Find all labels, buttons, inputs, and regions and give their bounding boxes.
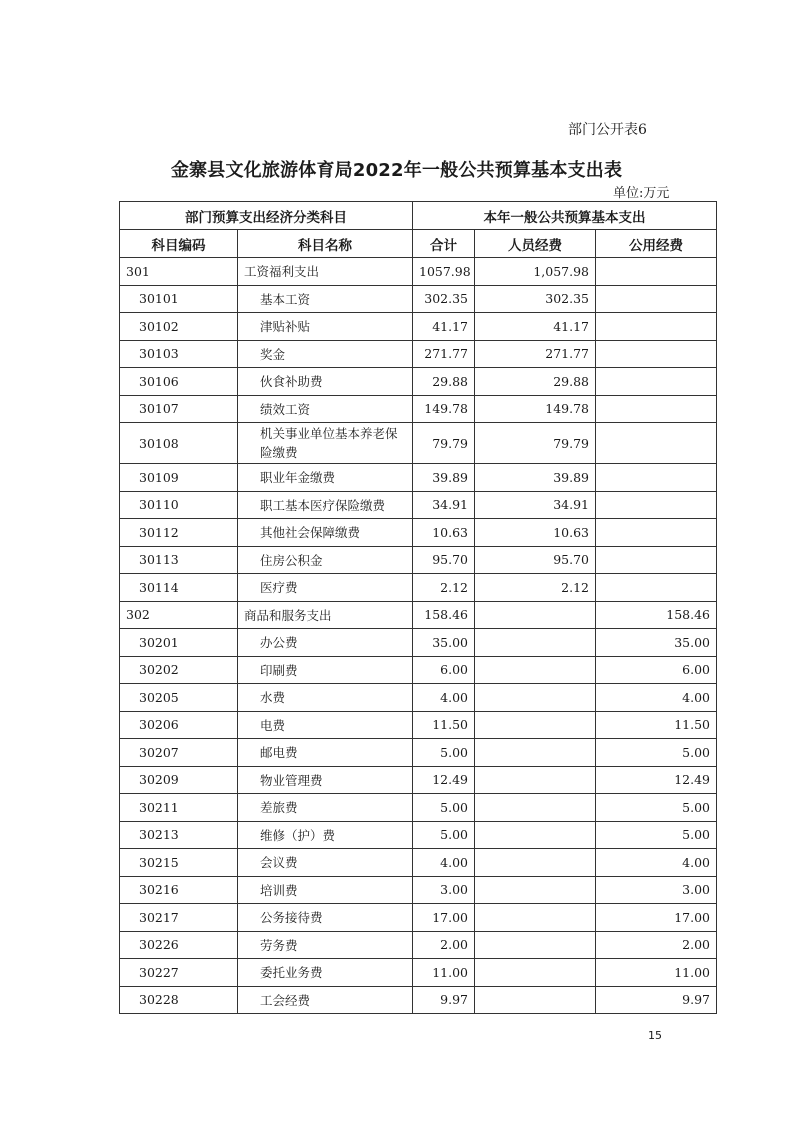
cell-code: 30113 bbox=[120, 546, 238, 574]
cell-name: 物业管理费 bbox=[238, 766, 413, 794]
cell-code: 30217 bbox=[120, 904, 238, 932]
cell-personnel bbox=[475, 739, 596, 767]
cell-name: 差旅费 bbox=[238, 794, 413, 822]
cell-name: 奖金 bbox=[238, 340, 413, 368]
cell-personnel: 39.89 bbox=[475, 464, 596, 492]
cell-name: 伙食补助费 bbox=[238, 368, 413, 396]
cell-public: 17.00 bbox=[596, 904, 717, 932]
group-header-classification: 部门预算支出经济分类科目 bbox=[120, 202, 413, 230]
table-row bbox=[120, 684, 717, 712]
cell-total: 5.00 bbox=[413, 794, 475, 822]
cell-total: 11.00 bbox=[413, 959, 475, 987]
table-row bbox=[120, 959, 717, 987]
cell-total: 2.12 bbox=[413, 574, 475, 602]
cell-total: 302.35 bbox=[413, 285, 475, 313]
table-row bbox=[120, 258, 717, 286]
table-row bbox=[120, 423, 717, 464]
table-row bbox=[120, 546, 717, 574]
column-header-name: 科目名称 bbox=[238, 230, 413, 258]
table-row bbox=[120, 574, 717, 602]
document-title: 金寨县文化旅游体育局2022年一般公共预算基本支出表 bbox=[170, 160, 623, 181]
table-row bbox=[120, 931, 717, 959]
table-row bbox=[120, 876, 717, 904]
cell-name: 会议费 bbox=[238, 849, 413, 877]
cell-public: 6.00 bbox=[596, 656, 717, 684]
cell-total: 79.79 bbox=[413, 423, 475, 464]
cell-name: 电费 bbox=[238, 711, 413, 739]
cell-public bbox=[596, 546, 717, 574]
cell-public bbox=[596, 258, 717, 286]
cell-code: 30228 bbox=[120, 986, 238, 1014]
cell-total: 17.00 bbox=[413, 904, 475, 932]
cell-code: 302 bbox=[120, 601, 238, 629]
cell-total: 39.89 bbox=[413, 464, 475, 492]
cell-public: 2.00 bbox=[596, 931, 717, 959]
table-row bbox=[120, 395, 717, 423]
table-row bbox=[120, 313, 717, 341]
table-row bbox=[120, 491, 717, 519]
cell-personnel bbox=[475, 601, 596, 629]
cell-personnel bbox=[475, 794, 596, 822]
cell-code: 30114 bbox=[120, 574, 238, 602]
cell-public bbox=[596, 423, 717, 464]
cell-name: 医疗费 bbox=[238, 574, 413, 602]
cell-code: 30112 bbox=[120, 519, 238, 547]
cell-personnel bbox=[475, 684, 596, 712]
table-row bbox=[120, 904, 717, 932]
cell-total: 3.00 bbox=[413, 876, 475, 904]
cell-public bbox=[596, 285, 717, 313]
table-row bbox=[120, 519, 717, 547]
cell-total: 41.17 bbox=[413, 313, 475, 341]
cell-public bbox=[596, 313, 717, 341]
cell-total: 29.88 bbox=[413, 368, 475, 396]
cell-code: 30211 bbox=[120, 794, 238, 822]
table-column-header-row bbox=[120, 230, 717, 258]
cell-total: 271.77 bbox=[413, 340, 475, 368]
cell-code: 30102 bbox=[120, 313, 238, 341]
cell-name: 工资福利支出 bbox=[238, 258, 413, 286]
cell-name: 公务接待费 bbox=[238, 904, 413, 932]
cell-code: 30110 bbox=[120, 491, 238, 519]
cell-total: 149.78 bbox=[413, 395, 475, 423]
cell-code: 30108 bbox=[120, 423, 238, 464]
unit-label: 单位:万元 bbox=[613, 186, 670, 201]
cell-name: 水费 bbox=[238, 684, 413, 712]
cell-code: 30207 bbox=[120, 739, 238, 767]
cell-personnel: 302.35 bbox=[475, 285, 596, 313]
cell-code: 30201 bbox=[120, 629, 238, 657]
cell-name: 劳务费 bbox=[238, 931, 413, 959]
cell-personnel: 1,057.98 bbox=[475, 258, 596, 286]
cell-name: 其他社会保障缴费 bbox=[238, 519, 413, 547]
cell-total: 158.46 bbox=[413, 601, 475, 629]
cell-name: 邮电费 bbox=[238, 739, 413, 767]
budget-table bbox=[119, 201, 717, 1014]
cell-public: 5.00 bbox=[596, 739, 717, 767]
cell-name: 委托业务费 bbox=[238, 959, 413, 987]
cell-code: 30202 bbox=[120, 656, 238, 684]
cell-code: 30109 bbox=[120, 464, 238, 492]
cell-personnel: 95.70 bbox=[475, 546, 596, 574]
cell-name: 培训费 bbox=[238, 876, 413, 904]
cell-personnel bbox=[475, 849, 596, 877]
table-row bbox=[120, 601, 717, 629]
table-row bbox=[120, 821, 717, 849]
cell-name: 职工基本医疗保险缴费 bbox=[238, 491, 413, 519]
cell-public: 4.00 bbox=[596, 684, 717, 712]
cell-name: 住房公积金 bbox=[238, 546, 413, 574]
cell-total: 5.00 bbox=[413, 821, 475, 849]
cell-total: 4.00 bbox=[413, 684, 475, 712]
cell-personnel bbox=[475, 986, 596, 1014]
cell-code: 30107 bbox=[120, 395, 238, 423]
cell-personnel: 10.63 bbox=[475, 519, 596, 547]
cell-public: 4.00 bbox=[596, 849, 717, 877]
cell-personnel: 34.91 bbox=[475, 491, 596, 519]
cell-public: 3.00 bbox=[596, 876, 717, 904]
cell-personnel bbox=[475, 959, 596, 987]
cell-total: 34.91 bbox=[413, 491, 475, 519]
cell-public: 12.49 bbox=[596, 766, 717, 794]
cell-total: 9.97 bbox=[413, 986, 475, 1014]
cell-code: 30213 bbox=[120, 821, 238, 849]
cell-name: 办公费 bbox=[238, 629, 413, 657]
cell-public bbox=[596, 519, 717, 547]
table-row bbox=[120, 794, 717, 822]
cell-public: 5.00 bbox=[596, 794, 717, 822]
cell-public: 35.00 bbox=[596, 629, 717, 657]
cell-personnel: 79.79 bbox=[475, 423, 596, 464]
cell-personnel bbox=[475, 931, 596, 959]
cell-public: 9.97 bbox=[596, 986, 717, 1014]
table-row bbox=[120, 986, 717, 1014]
cell-total: 95.70 bbox=[413, 546, 475, 574]
column-header-code: 科目编码 bbox=[120, 230, 238, 258]
cell-code: 30227 bbox=[120, 959, 238, 987]
table-row bbox=[120, 766, 717, 794]
cell-personnel bbox=[475, 876, 596, 904]
column-header-personnel: 人员经费 bbox=[475, 230, 596, 258]
cell-public bbox=[596, 464, 717, 492]
cell-name: 工会经费 bbox=[238, 986, 413, 1014]
table-row bbox=[120, 629, 717, 657]
cell-code: 30106 bbox=[120, 368, 238, 396]
cell-public: 5.00 bbox=[596, 821, 717, 849]
cell-name: 基本工资 bbox=[238, 285, 413, 313]
cell-public: 11.00 bbox=[596, 959, 717, 987]
cell-code: 30205 bbox=[120, 684, 238, 712]
table-row bbox=[120, 285, 717, 313]
cell-public bbox=[596, 574, 717, 602]
cell-public: 11.50 bbox=[596, 711, 717, 739]
table-row bbox=[120, 656, 717, 684]
cell-total: 5.00 bbox=[413, 739, 475, 767]
cell-personnel: 29.88 bbox=[475, 368, 596, 396]
cell-public bbox=[596, 491, 717, 519]
column-header-total: 合计 bbox=[413, 230, 475, 258]
cell-name: 机关事业单位基本养老保险缴费 bbox=[238, 423, 413, 464]
cell-public bbox=[596, 340, 717, 368]
cell-name: 津贴补贴 bbox=[238, 313, 413, 341]
cell-public bbox=[596, 395, 717, 423]
cell-name: 绩效工资 bbox=[238, 395, 413, 423]
cell-code: 30216 bbox=[120, 876, 238, 904]
cell-personnel bbox=[475, 766, 596, 794]
cell-personnel bbox=[475, 821, 596, 849]
cell-total: 10.63 bbox=[413, 519, 475, 547]
cell-total: 11.50 bbox=[413, 711, 475, 739]
cell-code: 30226 bbox=[120, 931, 238, 959]
cell-personnel: 271.77 bbox=[475, 340, 596, 368]
cell-public: 158.46 bbox=[596, 601, 717, 629]
cell-code: 30206 bbox=[120, 711, 238, 739]
cell-total: 1057.98 bbox=[413, 258, 475, 286]
cell-total: 12.49 bbox=[413, 766, 475, 794]
cell-total: 6.00 bbox=[413, 656, 475, 684]
cell-name: 商品和服务支出 bbox=[238, 601, 413, 629]
table-row bbox=[120, 849, 717, 877]
cell-public bbox=[596, 368, 717, 396]
cell-code: 30209 bbox=[120, 766, 238, 794]
table-group-header-row bbox=[120, 202, 717, 230]
cell-total: 4.00 bbox=[413, 849, 475, 877]
cell-personnel bbox=[475, 711, 596, 739]
cell-name: 维修（护）费 bbox=[238, 821, 413, 849]
table-number-label: 部门公开表6 bbox=[568, 122, 647, 138]
cell-personnel bbox=[475, 904, 596, 932]
cell-name: 印刷费 bbox=[238, 656, 413, 684]
cell-personnel bbox=[475, 656, 596, 684]
cell-total: 2.00 bbox=[413, 931, 475, 959]
cell-personnel: 2.12 bbox=[475, 574, 596, 602]
cell-personnel: 41.17 bbox=[475, 313, 596, 341]
cell-personnel: 149.78 bbox=[475, 395, 596, 423]
cell-code: 301 bbox=[120, 258, 238, 286]
cell-code: 30101 bbox=[120, 285, 238, 313]
table-row bbox=[120, 368, 717, 396]
table-row bbox=[120, 340, 717, 368]
table-row bbox=[120, 739, 717, 767]
table-row bbox=[120, 464, 717, 492]
table-row bbox=[120, 711, 717, 739]
group-header-expenditure: 本年一般公共预算基本支出 bbox=[413, 202, 717, 230]
cell-name: 职业年金缴费 bbox=[238, 464, 413, 492]
cell-code: 30103 bbox=[120, 340, 238, 368]
cell-code: 30215 bbox=[120, 849, 238, 877]
cell-personnel bbox=[475, 629, 596, 657]
page-number: 15 bbox=[648, 1029, 662, 1042]
column-header-public: 公用经费 bbox=[596, 230, 717, 258]
cell-total: 35.00 bbox=[413, 629, 475, 657]
